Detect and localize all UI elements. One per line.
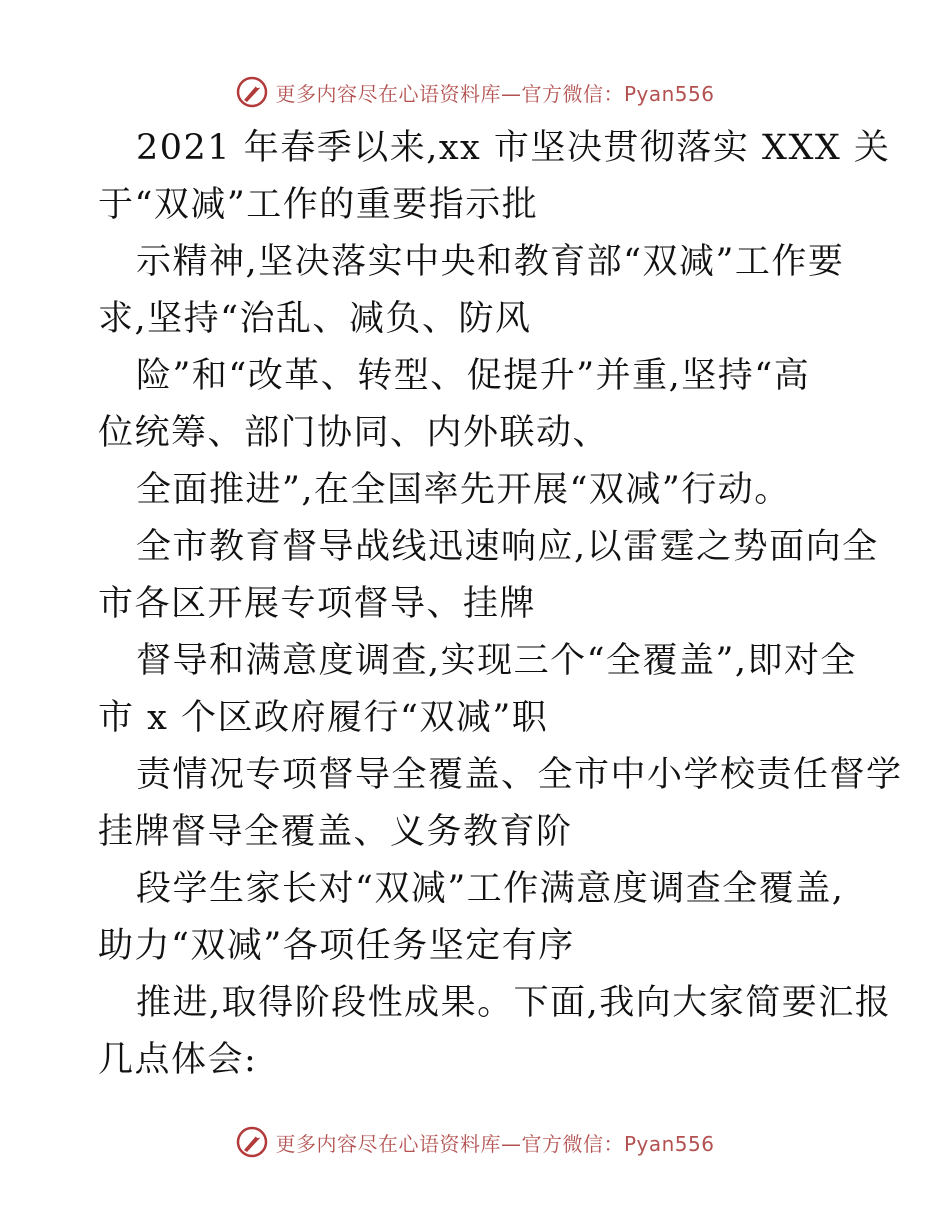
- text-line: 位统筹、部门协同、内外联动、: [98, 413, 610, 453]
- text-line: 责情况专项督导全覆盖、全市中小学校责任督学: [136, 755, 903, 795]
- watermark-text: 更多内容尽在心语资料库—官方微信：Pyan556: [275, 1131, 715, 1156]
- pen-nib-circle-icon: [235, 75, 269, 109]
- watermark-text: 更多内容尽在心语资料库—官方微信：Pyan556: [275, 81, 715, 106]
- text-line: 段学生家长对“双减”工作满意度调查全覆盖,: [136, 869, 845, 909]
- text-line: 险”和“改革、转型、促提升”并重,坚持“高: [136, 356, 811, 396]
- text-line: 挂牌督导全覆盖、义务教育阶: [98, 812, 573, 852]
- text-line: 示精神,坚决落实中央和教育部“双减”工作要: [136, 242, 845, 282]
- text-line: 市 x 个区政府履行“双减”职: [98, 698, 549, 738]
- text-line: 全面推进”,在全国率先开展“双减”行动。: [136, 470, 791, 510]
- text-line: 于“双减”工作的重要指示批: [98, 185, 539, 225]
- pen-nib-circle-icon: [235, 1125, 269, 1159]
- text-line: 求,坚持“治乱、减负、防风: [98, 299, 532, 339]
- text-line: 市各区开展专项督导、挂牌: [98, 584, 537, 624]
- text-line: 推进,取得阶段性成果。下面,我向大家简要汇报: [136, 983, 892, 1023]
- document-body: [0, 120, 950, 1089]
- text-line: 全市教育督导战线迅速响应,以雷霆之势面向全: [136, 527, 879, 567]
- text-line: 助力“双减”各项任务坚定有序: [98, 926, 575, 966]
- header-watermark: [0, 72, 950, 112]
- text-line: 几点体会:: [98, 1040, 258, 1080]
- footer-watermark: [0, 1122, 950, 1162]
- text-line: 2021 年春季以来,xx 市坚决贯彻落实 XXX 关: [136, 128, 891, 168]
- text-line: 督导和满意度调查,实现三个“全覆盖”,即对全: [136, 641, 858, 681]
